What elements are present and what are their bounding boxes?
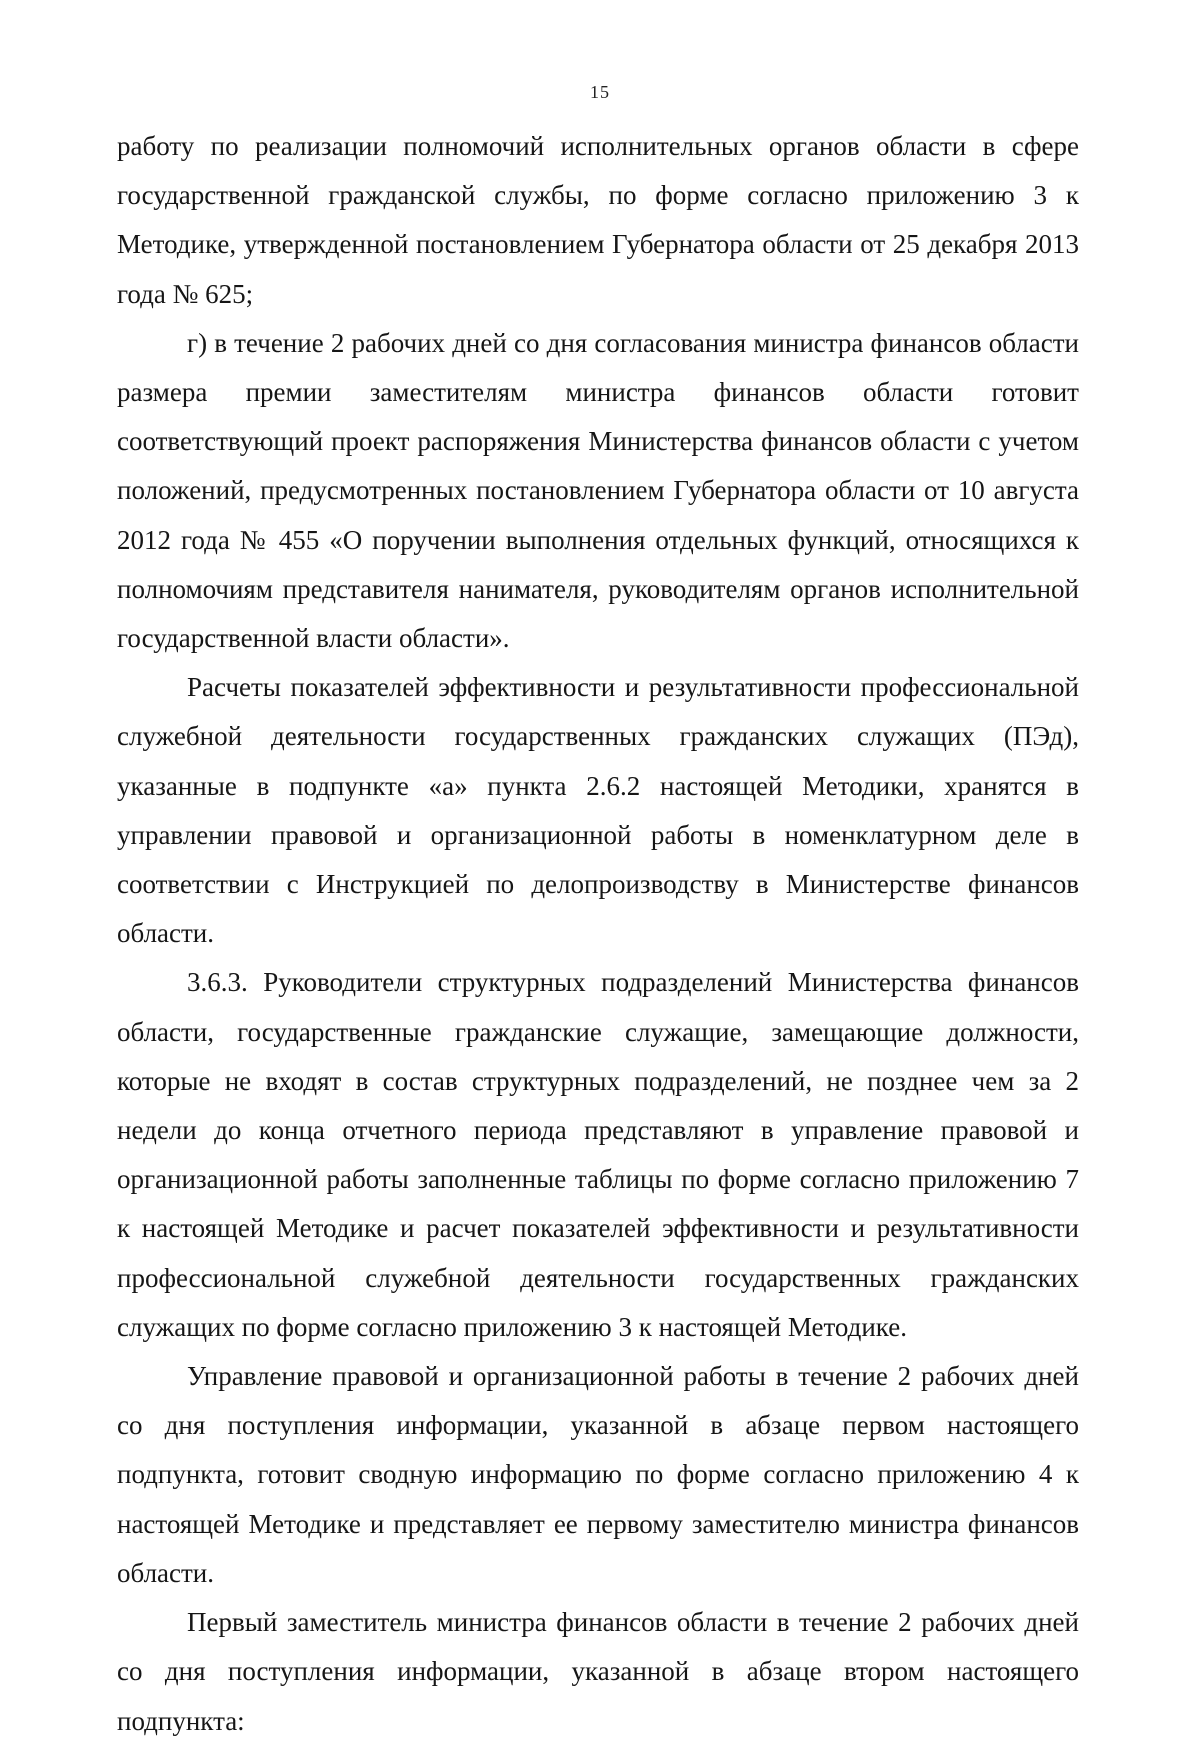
page-number: 15 <box>590 82 610 102</box>
document-body <box>117 122 1079 1746</box>
paragraph-subitem-g: г) в течение 2 рабочих дней со дня согласования министра финансов области размера премии заместителям министра финансов области готовит соответствующий проект распоряжения Министерства финансов области с учетом положений, предусмотренных постановлением Губернатора области от 10 августа 2012 года № 455 «О поручении выполнения отдельных функций, относящихся к полномочиям представителя нанимателя, руководителям органов исполнительной государственной власти области». <box>117 327 1079 654</box>
paragraph-continuation: работу по реализации полномочий исполнительных органов области в сфере государственной гражданской службы, по форме согласно приложению 3 к Методике, утвержденной постановлением Губернатора области от 25 декабря 2013 года № 625; <box>117 131 1079 309</box>
paragraph-3-6-3: 3.6.3. Руководители структурных подразделений Министерства финансов области, государственные гражданские служащие, замещающие должности, которые не входят в состав структурных подразделений, не позднее чем за 2 недели до конца отчетного периода представляют в управление правовой и организационной работы заполненные таблицы по форме согласно приложению 7 к настоящей Методике и расчет показателей эффективности и результативности профессиональной служебной деятельности государственных гражданских служащих по форме согласно приложению 3 к настоящей Методике. <box>117 967 1079 1342</box>
paragraph-management-summary: Управление правовой и организационной работы в течение 2 рабочих дней со дня поступления информации, указанной в абзаце первом настоящего подпункта, готовит сводную информацию по форме согласно приложению 4 к настоящей Методике и представляет ее первому заместителю министра финансов области. <box>117 1361 1079 1588</box>
paragraph-first-deputy: Первый заместитель министра финансов области в течение 2 рабочих дней со дня поступления информации, указанной в абзаце втором настоящего подпункта: <box>117 1607 1079 1736</box>
paragraph-calculations-storage: Расчеты показателей эффективности и результативности профессиональной служебной деятельности государственных гражданских служащих (ПЭд), указанные в подпункте «а» пункта 2.6.2 настоящей Методики, хранятся в управлении правовой и организационной работы в номенклатурном деле в соответствии с Инструкцией по делопроизводству в Министерстве финансов области. <box>117 672 1079 949</box>
